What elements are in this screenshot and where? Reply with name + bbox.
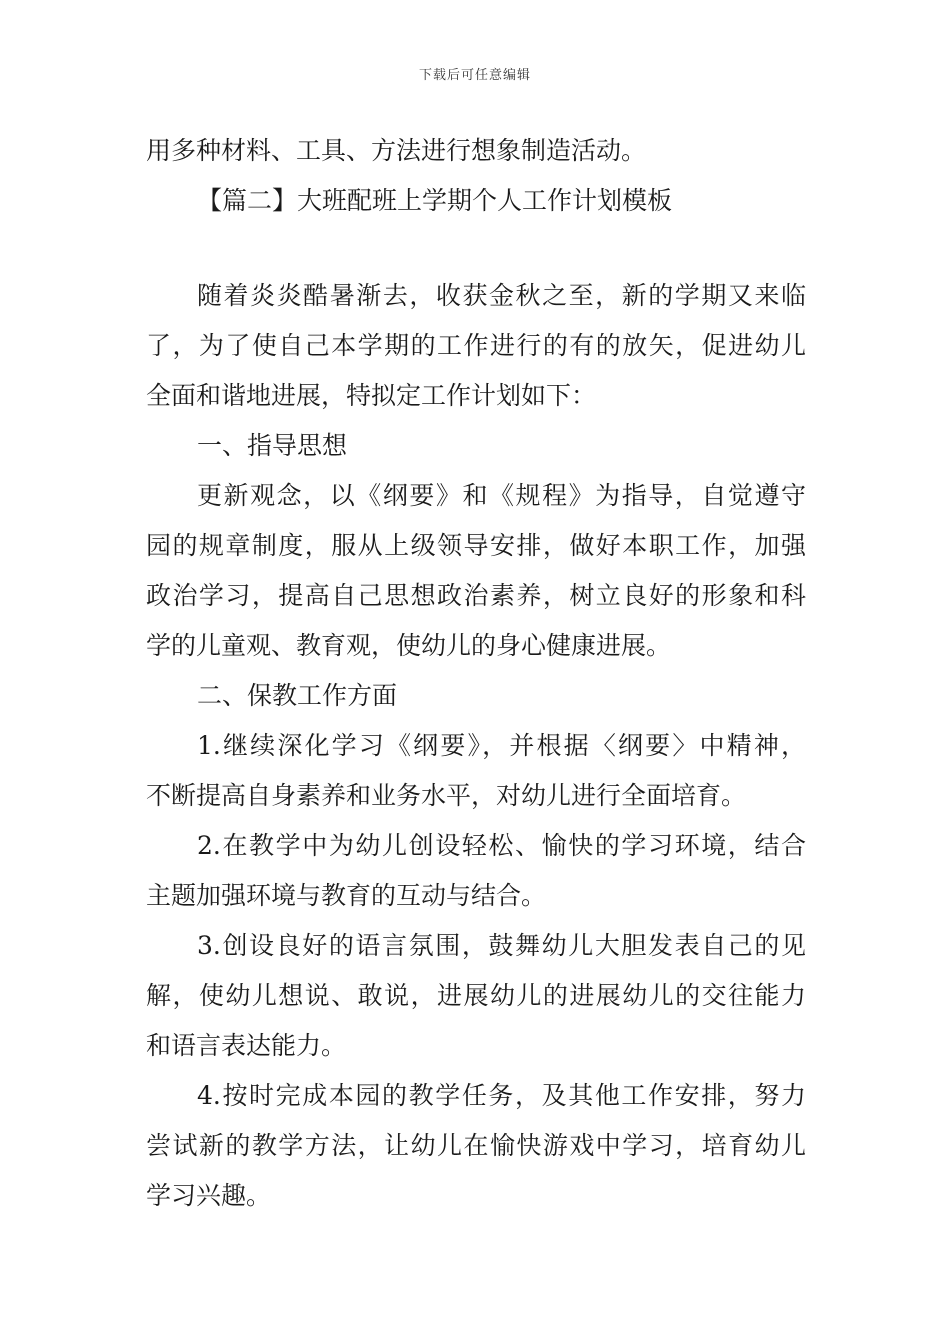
text-line: 不断提高自身素养和业务水平，对幼儿进行全面培育。: [146, 781, 747, 810]
text-line: 学的儿童观、教育观，使幼儿的身心健康进展。: [146, 631, 672, 660]
text-line: 2.在教学中为幼儿创设轻松、愉快的学习环境，结合: [197, 831, 806, 860]
text-line: 和语言表达能力。: [146, 1031, 347, 1060]
blank-gap: [146, 226, 806, 271]
text-line: 1.继续深化学习《纲要》，并根据〈纲要〉中精神，: [197, 731, 806, 760]
document-body: [146, 126, 806, 1221]
text-line: 全面和谐地进展，特拟定工作计划如下：: [146, 381, 597, 410]
text-line: 3.创设良好的语言氛围，鼓舞幼儿大胆发表自己的见: [197, 931, 806, 960]
text-line: 政治学习，提高自己思想政治素养，树立良好的形象和科: [146, 581, 806, 610]
text-line: 尝试新的教学方法，让幼儿在愉快游戏中学习，培育幼儿: [146, 1131, 806, 1160]
text-line: 用多种材料、工具、方法进行想象制造活动。: [146, 136, 647, 165]
section-heading: 二、保教工作方面: [197, 681, 398, 710]
text-line: 园的规章制度，服从上级领导安排，做好本职工作，加强: [146, 531, 806, 560]
text-line: 学习兴趣。: [146, 1181, 272, 1210]
text-line: 主题加强环境与教育的互动与结合。: [146, 881, 547, 910]
section-heading: 一、指导思想: [197, 431, 348, 460]
text-line: 解，使幼儿想说、敢说，进展幼儿的进展幼儿的交往能力: [146, 981, 806, 1010]
text-line: 更新观念，以《纲要》和《规程》为指导，自觉遵守: [197, 481, 806, 510]
section-title: 【篇二】大班配班上学期个人工作计划模板: [197, 186, 673, 215]
page-header: 下载后可任意编辑: [418, 68, 531, 83]
text-line: 4.按时完成本园的教学任务，及其他工作安排，努力: [197, 1081, 806, 1110]
text-line: 了，为了使自己本学期的工作进行的有的放矢，促进幼儿: [146, 331, 806, 360]
text-line: 随着炎炎酷暑渐去，收获金秋之至，新的学期又来临: [197, 281, 806, 310]
